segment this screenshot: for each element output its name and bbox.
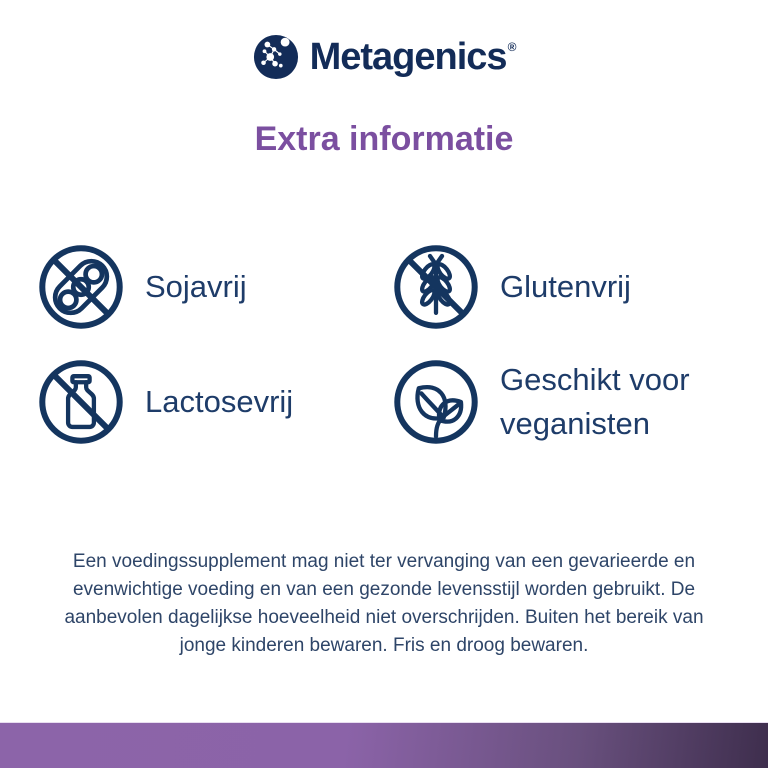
no-gluten-icon [393,244,479,330]
feature-lactose-free [38,358,393,446]
feature-label-gluten: Glutenvrij [500,268,631,304]
vegan-leaf-icon [393,359,479,445]
no-soy-icon [38,244,124,330]
brand-wordmark: Metagenics® [309,36,516,78]
feature-grid [38,244,738,446]
bottom-gradient-band [0,722,768,768]
feature-soy-free [38,244,393,330]
disclaimer-text: Een voedingssupplement mag niet ter vervanging van een gevarieerde en evenwichtige voeding en van een gezonde levensstijl worden gebruikt. De aanbevolen dagelijkse hoeveelheid niet overschrijden. Buiten het bereik van jonge kinderen bewaren. Fris en droog bewaren. [64,551,704,656]
feature-vegan [393,358,738,446]
metagenics-globe-icon [253,34,299,80]
feature-label-lactose: Lactosevrij [145,384,294,419]
feature-label-soy: Sojavrij [145,268,247,304]
page-title: Extra informatie [254,120,514,158]
feature-gluten-free [393,244,738,330]
brand-logo [0,34,768,80]
registered-trademark: ® [507,40,516,54]
no-lactose-icon [38,359,124,445]
feature-label-vegan: Geschikt voor veganisten [500,362,690,442]
